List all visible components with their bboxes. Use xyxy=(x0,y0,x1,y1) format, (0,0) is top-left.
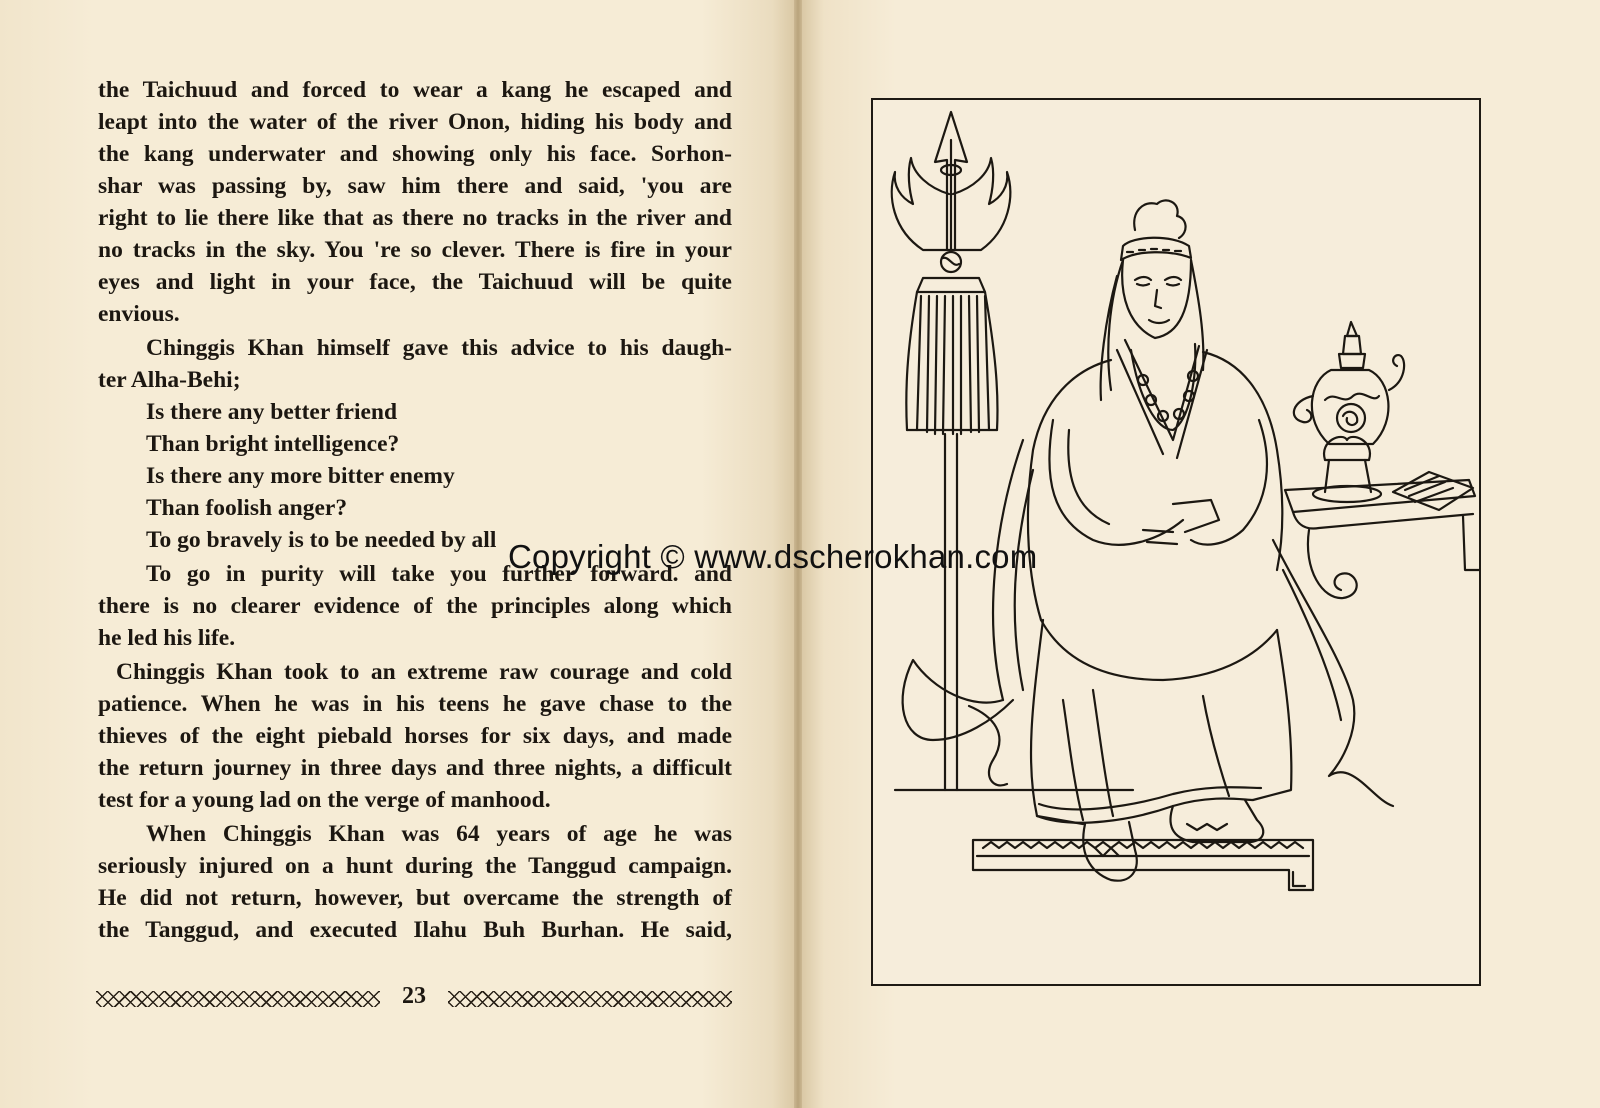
page-number: 23 xyxy=(402,983,426,1009)
text-line: To go in purity will take you further forward. and xyxy=(146,561,732,587)
copyright-watermark: Copyright © www.dscherokhan.com xyxy=(508,538,1038,575)
page-footer xyxy=(96,983,736,1012)
text-line: seriously injured on a hunt during the Tanggud campaign. xyxy=(98,853,732,879)
text-line: eyes and light in your face, the Taichuud will be quite xyxy=(98,269,732,295)
floor-platform xyxy=(895,790,1313,890)
ornament-band-right xyxy=(448,991,732,1007)
text-line: the Taichuud and forced to wear a kang he escaped and xyxy=(98,77,732,103)
text-line: When Chinggis Khan was 64 years of age he was xyxy=(146,821,732,847)
text-line: the kang underwater and showing only his face. Sorhon- xyxy=(98,141,732,167)
text-line: he led his life. xyxy=(98,625,236,651)
ornament-band-left xyxy=(96,991,380,1007)
text-line: Chinggis Khan himself gave this advice to his daugh- xyxy=(146,335,732,361)
text-line: Chinggis Khan took to an extreme raw courage and cold xyxy=(116,659,732,685)
verse-line: Than bright intelligence? xyxy=(146,431,400,457)
teapot xyxy=(1294,322,1404,444)
verse-line: Than foolish anger? xyxy=(146,495,348,521)
side-table xyxy=(1285,437,1479,598)
verse-line: To go bravely is to be needed by all xyxy=(146,527,497,553)
text-line: leapt into the water of the river Onon, hiding his body and xyxy=(98,109,732,135)
text-line: ter Alha-Behi; xyxy=(98,367,241,393)
text-line: the Tanggud, and executed Ilahu Buh Burhan. He said, xyxy=(98,917,732,943)
verse-line: Is there any better friend xyxy=(146,399,398,425)
text-line: there is no clearer evidence of the principles along which xyxy=(98,593,732,619)
text-line: thieves of the eight piebald horses for six days, and made xyxy=(98,723,732,749)
text-line: envious. xyxy=(98,301,180,327)
text-line: test for a young lad on the verge of manhood. xyxy=(98,787,551,813)
text-line: patience. When he was in his teens he gave chase to the xyxy=(98,691,732,717)
trident-standard xyxy=(892,112,1010,790)
verse-line: Is there any more bitter enemy xyxy=(146,463,455,489)
text-line: the return journey in three days and three nights, a difficult xyxy=(98,755,732,781)
text-line: shar was passing by, saw him there and said, 'you are xyxy=(98,173,732,199)
text-line: no tracks in the sky. You 're so clever. There is fire in your xyxy=(98,237,732,263)
text-line: right to lie there like that as there no tracks in the river and xyxy=(98,205,732,231)
paper-scroll xyxy=(1393,472,1473,510)
text-line: He did not return, however, but overcame the strength of xyxy=(98,885,732,911)
